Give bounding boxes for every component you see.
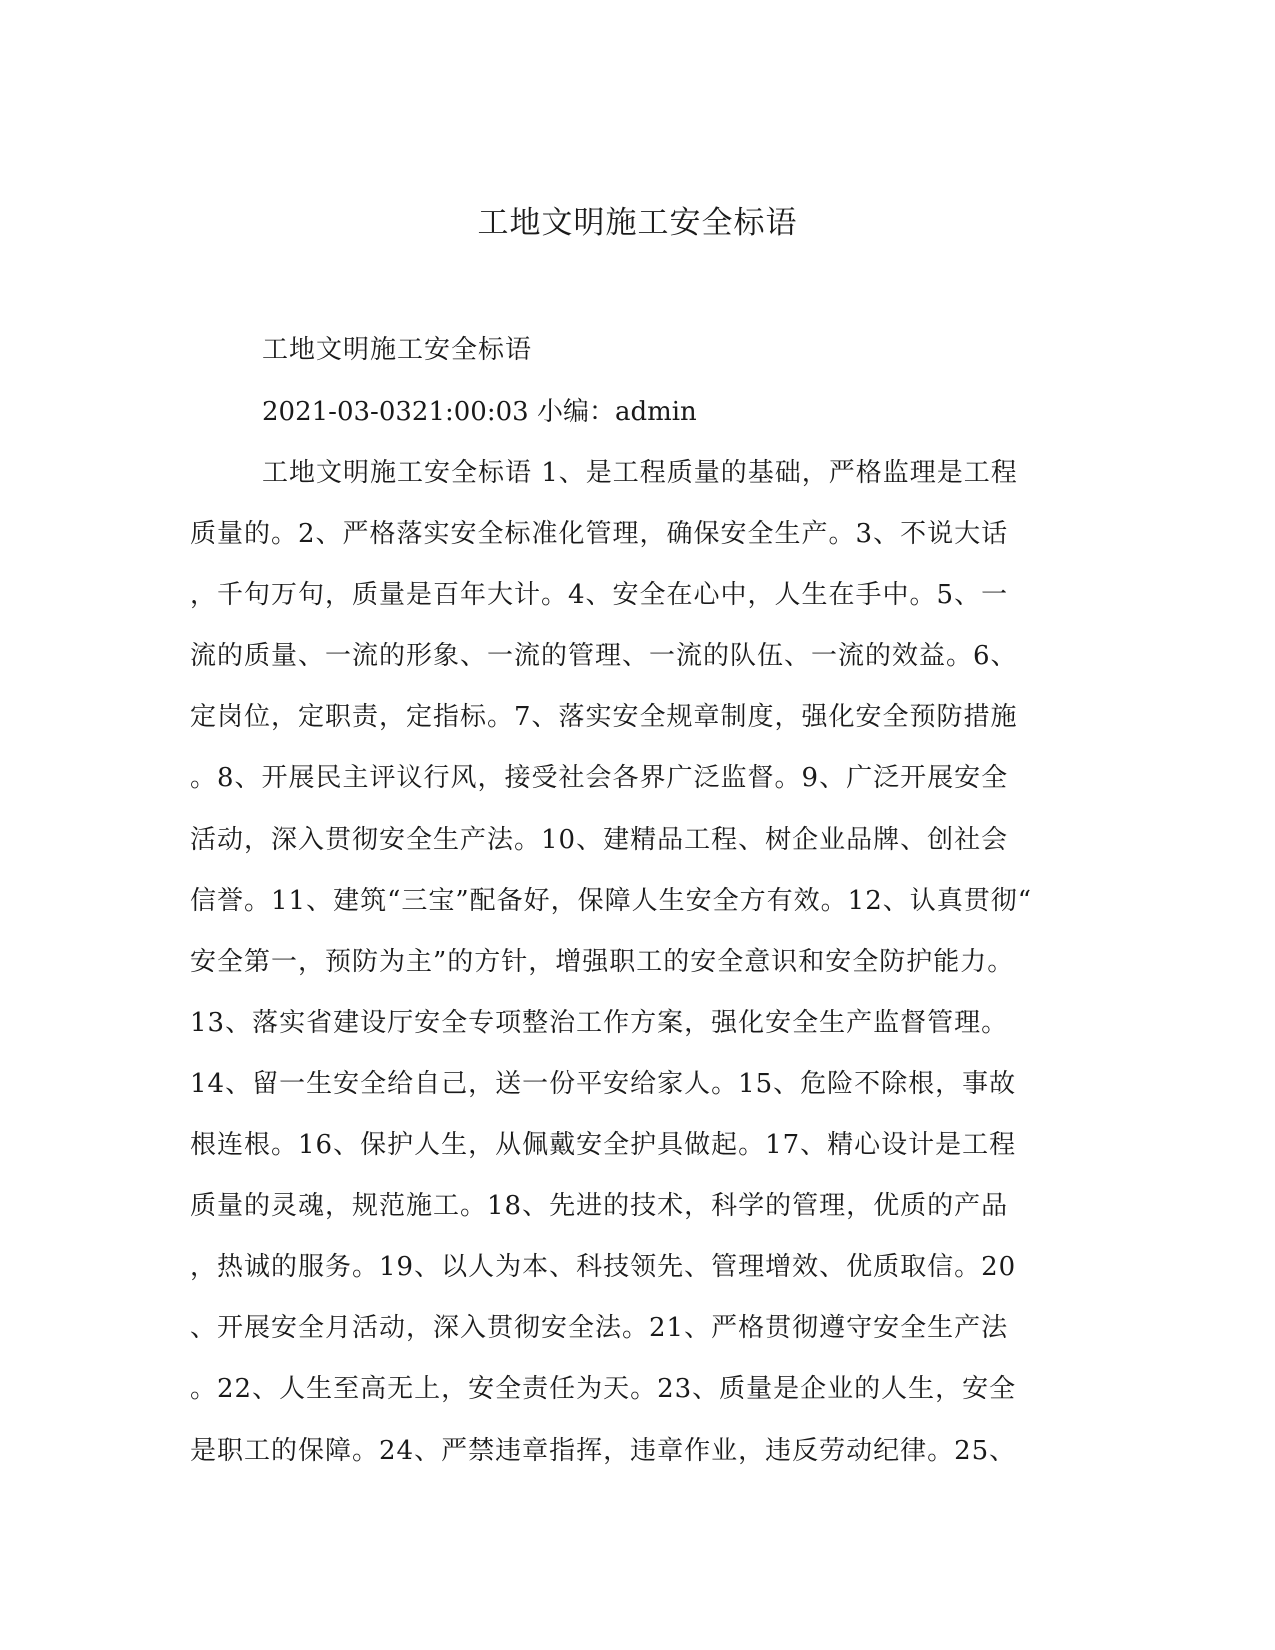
document-subtitle: 工地文明施工安全标语 — [262, 335, 533, 365]
body-line: 根连根。16、保护人生，从佩戴安全护具做起。17、精心设计是工程 — [190, 1130, 1017, 1161]
body-line: 是职工的保障。24、严禁违章指挥，违章作业，违反劳动纪律。25、 — [190, 1435, 1017, 1466]
body-line: 质量的。2、严格落实安全标准化管理，确保安全生产。3、不说大话 — [190, 519, 1009, 550]
body-line: 。8、开展民主评议行风，接受社会各界广泛监督。9、广泛开展安全 — [190, 763, 1009, 794]
body-line: 、开展安全月活动，深入贯彻安全法。21、严格贯彻遵守安全生产法 — [190, 1313, 1009, 1344]
body-line: ，千句万句，质量是百年大计。4、安全在心中，人生在手中。5、一 — [190, 580, 1009, 611]
body-line: 安全第一，预防为主”的方针，增强职工的安全意识和安全防护能力。 — [190, 946, 1015, 977]
document-title: 工地文明施工安全标语 — [477, 205, 798, 241]
body-line: 。22、人生至高无上，安全责任为天。23、质量是企业的人生，安全 — [190, 1374, 1017, 1405]
body-line: 14、留一生安全给自己，送一份平安给家人。15、危险不除根，事故 — [190, 1068, 1017, 1099]
body-line: ，热诚的服务。19、以人为本、科技领先、管理增效、优质取信。20 — [190, 1252, 1017, 1283]
document-dateline: 2021-03-0321:00:03 小编：admin — [262, 397, 697, 427]
body-line: 流的质量、一流的形象、一流的管理、一流的队伍、一流的效益。6、 — [190, 641, 1018, 672]
body-line: 活动，深入贯彻安全生产法。10、建精品工程、树企业品牌、创社会 — [190, 824, 1009, 855]
body-line: 信誉。11、建筑“三宝”配备好，保障人生安全方有效。12、认真贯彻“ — [190, 885, 1033, 916]
body-line: 工地文明施工安全标语 1、是工程质量的基础，严格监理是工程 — [262, 458, 1018, 488]
body-line: 13、落实省建设厅安全专项整治工作方案，强化安全生产监督管理。 — [190, 1007, 1009, 1038]
body-line: 定岗位，定职责，定指标。7、落实安全规章制度，强化安全预防措施 — [190, 702, 1018, 733]
document-body — [190, 453, 1090, 1492]
body-line: 质量的灵魂，规范施工。18、先进的技术，科学的管理，优质的产品 — [190, 1191, 1009, 1222]
